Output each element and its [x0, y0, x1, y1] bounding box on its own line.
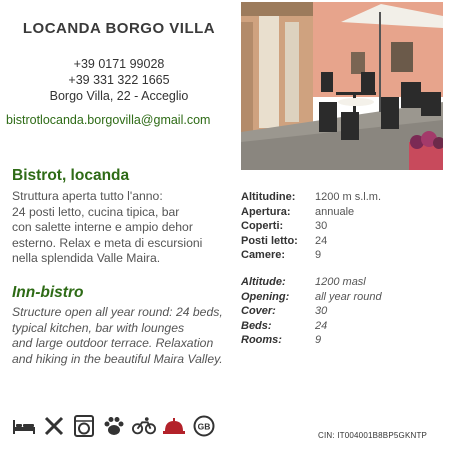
bell-icon	[162, 414, 186, 438]
info-row: Rooms: 9	[241, 334, 322, 346]
italian-description: Struttura aperta tutto l'anno: 24 posti letto, cucina tipica, bar con salette interne e ampio dehor esterno. Relax e meta di escursioni nella splendida Valle Maira.	[12, 189, 203, 265]
info-row: Altitudine: 1200 m s.l.m.	[241, 191, 382, 203]
amenities-icon-row	[12, 414, 216, 438]
terrace-photo	[241, 2, 443, 170]
paw-icon	[102, 414, 126, 438]
email-link[interactable]: bistrotlocanda.borgovilla@gmail.com	[6, 113, 211, 127]
bed-icon	[12, 414, 36, 438]
italian-info-table	[241, 191, 441, 264]
cin-code: CIN: IT004001B8BP5GKNTP	[318, 431, 428, 440]
gb-badge-icon	[192, 414, 216, 438]
phone-number-2[interactable]: +39 331 322 1665	[68, 73, 170, 87]
english-description: Structure open all year round: 24 beds, typical kitchen, bar with lounges and large outdoor terrace. Relaxation and hiking in the beautiful Maira Valley.	[12, 305, 223, 366]
info-row: Beds: 24	[241, 319, 328, 332]
info-row: Cover: 30	[241, 305, 328, 317]
info-row: Opening: all year round	[241, 290, 382, 303]
info-row: Posti letto: 24	[241, 234, 328, 247]
business-name: LOCANDA BORGO VILLA	[22, 20, 216, 37]
bicycle-icon	[132, 414, 156, 438]
info-row: Coperti: 30	[241, 220, 328, 232]
phone-number-1[interactable]: +39 0171 99028	[73, 57, 165, 71]
svg-text:GB: GB	[197, 421, 211, 432]
address: Borgo Villa, 22 - Acceglio	[49, 89, 189, 103]
washing-machine-icon	[72, 414, 96, 438]
info-row: Camere: 9	[241, 249, 322, 261]
english-heading: Inn-bistro	[12, 284, 84, 301]
info-row: Apertura: annuale	[241, 205, 355, 218]
restaurant-icon	[42, 414, 66, 438]
info-row: Altitude: 1200 masl	[241, 276, 366, 288]
italian-heading: Bistrot, locanda	[12, 167, 130, 184]
english-info-table	[241, 276, 441, 349]
